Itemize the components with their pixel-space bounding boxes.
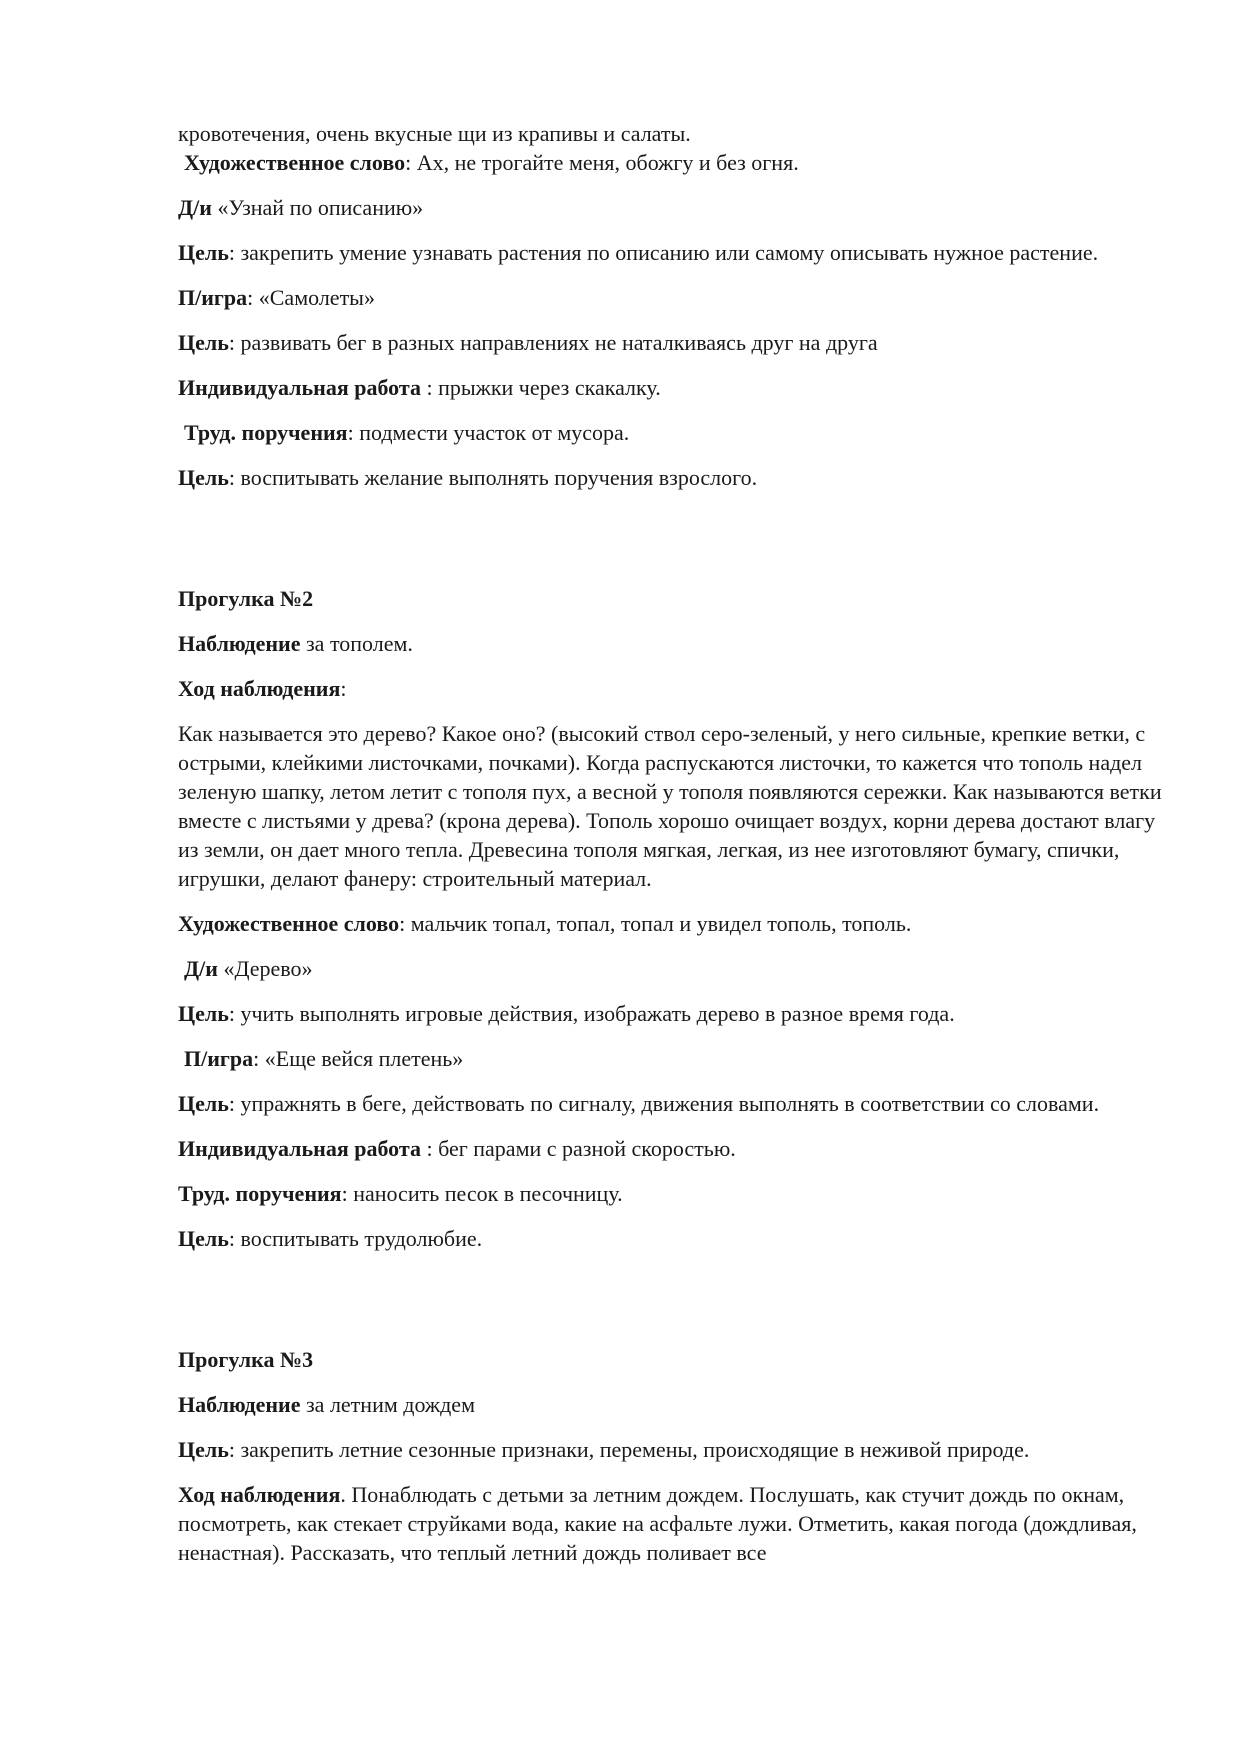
goal-paragraph — [178, 328, 1168, 357]
goal-paragraph — [178, 238, 1168, 267]
goal-label: Цель — [178, 1226, 229, 1251]
course-label: Ход наблюдения — [178, 1482, 341, 1507]
walk-2-title — [178, 584, 1168, 613]
art-word-paragraph — [178, 148, 1168, 177]
course-heading — [178, 674, 1168, 703]
goal-label: Цель — [178, 1091, 229, 1116]
outdoor-game-label: П/игра — [178, 285, 248, 310]
labor-text: : наносить песок в песочницу. — [341, 1181, 623, 1206]
goal-text: : закрепить летние сезонные признаки, перемены, происходящие в неживой природе. — [228, 1437, 1030, 1462]
course-colon: : — [340, 676, 347, 701]
outdoor-game-label: П/игра — [184, 1046, 254, 1071]
goal-paragraph — [178, 999, 1168, 1028]
goal-text: : учить выполнять игровые действия, изображать дерево в разное время года. — [228, 1001, 955, 1026]
goal-text: : воспитывать желание выполнять поручения взрослого. — [228, 465, 758, 490]
observation-label: Наблюдение — [178, 631, 301, 656]
observation-text: за тополем. — [300, 631, 413, 656]
goal-text: : закрепить умение узнавать растения по описанию или самому описывать нужное растение. — [228, 240, 1099, 265]
art-word-paragraph — [178, 909, 1168, 938]
course-paragraph — [178, 1480, 1168, 1567]
labor-paragraph — [178, 1179, 1168, 1208]
goal-paragraph — [178, 1435, 1168, 1464]
labor-paragraph — [178, 418, 1168, 447]
art-word-text: : Ах, не трогайте меня, обожгу и без огня. — [405, 150, 799, 175]
didactic-game-label: Д/и — [184, 956, 218, 981]
spacer — [178, 508, 1168, 584]
goal-label: Цель — [178, 1001, 229, 1026]
goal-text: : развивать бег в разных направлениях не наталкиваясь друг на друга — [228, 330, 878, 355]
course-label: Ход наблюдения — [178, 676, 341, 701]
goal-label: Цель — [178, 1437, 229, 1462]
goal-label: Цель — [178, 330, 229, 355]
outdoor-game-paragraph — [178, 283, 1168, 312]
course-text: Как называется это дерево? Какое оно? (высокий ствол серо-зеленый, у него сильные, крепкие ветки, с острыми, клейкими листочками, почками). Когда распускаются листочки, то кажется что тополь надел зеленую шапку, летом летит с тополя пух, а весной у тополя появляются сережки. Как называются ветки вместе с листьями у древа? (крона дерева). Тополь хорошо очищает воздух, корни дерева достают влагу из земли, он дает много тепла. Древесина тополя мягкая, легкая, из нее изготовляют бумагу, спички, игрушки, делают фанеру: строительный материал. — [178, 721, 1162, 891]
observation-text: за летним дождем — [300, 1392, 475, 1417]
individual-work-label: Индивидуальная работа — [178, 375, 421, 400]
continuation-line: кровотечения, очень вкусные щи из крапивы и салаты. — [178, 121, 691, 146]
didactic-game-text: «Дерево» — [217, 956, 313, 981]
art-word-text: : мальчик топал, топал, топал и увидел тополь, тополь. — [399, 911, 912, 936]
goal-text: : упражнять в беге, действовать по сигналу, движения выполнять в соответствии со словами. — [228, 1091, 1100, 1116]
outdoor-game-text: : «Самолеты» — [247, 285, 375, 310]
art-word-label: Художественное слово — [178, 911, 400, 936]
individual-work-text: : прыжки через скакалку. — [420, 375, 661, 400]
individual-work-paragraph — [178, 373, 1168, 402]
didactic-game-text: «Узнай по описанию» — [211, 195, 424, 220]
labor-label: Труд. поручения — [178, 1181, 342, 1206]
individual-work-text: : бег парами с разной скоростью. — [420, 1136, 736, 1161]
goal-paragraph — [178, 1089, 1168, 1118]
didactic-game-label: Д/и — [178, 195, 212, 220]
outdoor-game-text: : «Еще вейся плетень» — [253, 1046, 464, 1071]
observation-paragraph — [178, 1390, 1168, 1419]
observation-paragraph — [178, 629, 1168, 658]
individual-work-paragraph — [178, 1134, 1168, 1163]
spacer — [178, 1269, 1168, 1345]
individual-work-label: Индивидуальная работа — [178, 1136, 421, 1161]
goal-paragraph — [178, 1224, 1168, 1253]
document-page — [178, 119, 1168, 1583]
goal-label: Цель — [178, 240, 229, 265]
didactic-game-paragraph — [178, 954, 1168, 983]
labor-text: : подмести участок от мусора. — [347, 420, 630, 445]
observation-label: Наблюдение — [178, 1392, 301, 1417]
walk-3-title — [178, 1345, 1168, 1374]
art-word-label: Художественное слово — [184, 150, 406, 175]
goal-label: Цель — [178, 465, 229, 490]
goal-text: : воспитывать трудолюбие. — [228, 1226, 483, 1251]
walk-3-title-text: Прогулка №3 — [178, 1347, 314, 1372]
didactic-game-paragraph — [178, 193, 1168, 222]
goal-paragraph — [178, 463, 1168, 492]
labor-label: Труд. поручения — [184, 420, 348, 445]
outdoor-game-paragraph — [178, 1044, 1168, 1073]
walk-2-title-text: Прогулка №2 — [178, 586, 314, 611]
course-text: . Понаблюдать с детьми за летним дождем. Послушать, как стучит дождь по окнам, посмотреть, как стекает струйками вода, какие на асфальте лужи. Отметить, какая погода (дождливая, ненастная). Рассказать, что теплый летний дождь поливает все — [178, 1482, 1137, 1565]
